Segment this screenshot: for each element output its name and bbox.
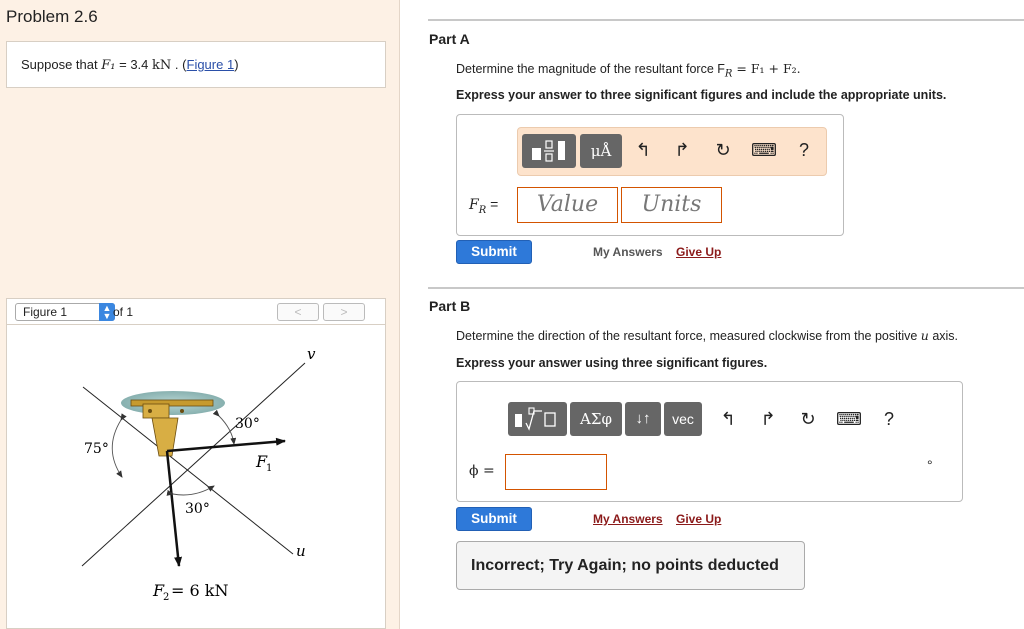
- figure-select[interactable]: [15, 303, 115, 321]
- f2-label-sub: 2: [163, 592, 170, 603]
- part-a-title: Part A: [429, 31, 470, 47]
- bolt-left: [148, 409, 152, 413]
- value-input[interactable]: Value: [517, 187, 618, 223]
- statement-dot: .: [174, 57, 179, 72]
- part-a-question-sub: R: [724, 68, 733, 80]
- statement-prefix: Suppose that: [21, 57, 98, 72]
- vec-button[interactable]: vec: [664, 402, 702, 436]
- part-a-question-text: Determine the magnitude of the resultant force F: [456, 62, 725, 76]
- part-b-give-up-link[interactable]: Give Up: [676, 512, 722, 526]
- part-b-submit-button[interactable]: Submit: [456, 507, 532, 531]
- part-a-question: [456, 61, 801, 80]
- f2-label: F: [153, 581, 165, 600]
- part-b-question: [456, 328, 958, 343]
- problem-title: Problem 2.6: [6, 7, 98, 26]
- help-icon[interactable]: ?: [798, 140, 809, 160]
- part-a-math-toolbar: [517, 127, 827, 176]
- fr-label-var: F: [469, 197, 479, 213]
- part-a-divider: [428, 19, 1024, 21]
- phi-label: ϕ =: [469, 463, 495, 479]
- sort-button[interactable]: ↓↑: [625, 402, 661, 436]
- template-glyph: [522, 134, 576, 168]
- part-b-divider: [428, 287, 1024, 289]
- part-a-my-answers: My Answers: [593, 245, 663, 259]
- part-a-answer-box: [456, 114, 844, 236]
- radical-glyph: [508, 402, 567, 436]
- part-b-question-text: Determine the direction of the resultant force, measured clockwise from the positive: [456, 329, 921, 343]
- part-b-instruction: Express your answer using three significant figures.: [456, 356, 768, 370]
- units-input[interactable]: Units: [621, 187, 722, 223]
- reset-icon[interactable]: ↻: [800, 409, 816, 429]
- part-b-my-answers-link[interactable]: My Answers: [593, 512, 663, 526]
- u-axis-label: u: [296, 542, 306, 560]
- problem-statement: [6, 41, 386, 88]
- figure-viewer: [6, 298, 386, 629]
- fr-label: [469, 196, 498, 216]
- bolt-right: [180, 409, 184, 413]
- angle-30-bottom-label: 30°: [185, 501, 210, 517]
- greek-button[interactable]: ΑΣφ: [570, 402, 622, 436]
- angle-75-label: 75°: [84, 441, 109, 457]
- f2-force-arrow: [167, 451, 179, 566]
- redo-icon[interactable]: ↱: [674, 140, 690, 160]
- fr-label-eq: =: [486, 196, 499, 212]
- part-b-title: Part B: [429, 298, 471, 314]
- degree-symbol: °: [927, 457, 933, 473]
- part-b-question-var: u: [920, 328, 929, 343]
- f1-label-sub: 1: [266, 463, 273, 474]
- f1-force-arrow: [167, 441, 285, 451]
- figure-link-open: (: [182, 57, 187, 72]
- force-diagram: [7, 326, 385, 628]
- prev-figure-button[interactable]: <: [277, 303, 319, 321]
- undo-icon[interactable]: ↰: [635, 140, 651, 160]
- angle-arc-75: [112, 420, 122, 477]
- select-arrows-icon: ▲ ▼: [99, 303, 115, 321]
- f2-value-label: = 6 kN: [171, 581, 229, 600]
- units-button[interactable]: μÅ: [580, 134, 622, 168]
- part-b-question-tail: axis.: [928, 329, 959, 343]
- fr-label-sub: R: [478, 204, 487, 216]
- figure-select-label: Figure 1: [23, 305, 68, 319]
- problem-panel: [0, 0, 400, 629]
- next-figure-button[interactable]: >: [323, 303, 365, 321]
- statement-variable: F₁: [101, 58, 116, 73]
- figure-link-close: ): [234, 57, 239, 72]
- part-b-answer-box: [456, 381, 963, 502]
- f1-label: F: [256, 452, 268, 471]
- template-icon[interactable]: [522, 134, 576, 168]
- part-a-question-tail: = F₁ + F₂.: [732, 61, 801, 76]
- part-a-instruction: Express your answer to three significant figures and include the appropriate units.: [456, 88, 947, 102]
- part-b-feedback: Incorrect; Try Again; no points deducted: [456, 541, 805, 590]
- angle-arc-30-bottom: [173, 486, 214, 495]
- figure-count: of 1: [113, 305, 134, 319]
- statement-value: = 3.4: [119, 57, 149, 72]
- keyboard-icon[interactable]: ⌨: [836, 409, 862, 429]
- angle-30-top-label: 30°: [235, 416, 260, 432]
- redo-icon[interactable]: ↱: [760, 409, 776, 429]
- help-icon[interactable]: ?: [883, 409, 894, 429]
- radical-template-icon[interactable]: [508, 402, 567, 436]
- part-a-submit-button[interactable]: Submit: [456, 240, 532, 264]
- part-a-give-up-link[interactable]: Give Up: [676, 245, 722, 259]
- reset-icon[interactable]: ↻: [715, 140, 731, 160]
- angle-input[interactable]: [505, 454, 607, 490]
- undo-icon[interactable]: ↰: [720, 409, 736, 429]
- figure-link[interactable]: Figure 1: [186, 57, 235, 72]
- keyboard-icon[interactable]: ⌨: [751, 140, 777, 160]
- support-bracket: [143, 404, 169, 418]
- statement-unit: kN: [152, 58, 172, 73]
- figure-toolbar: [7, 299, 385, 325]
- v-axis-label: v: [307, 345, 316, 363]
